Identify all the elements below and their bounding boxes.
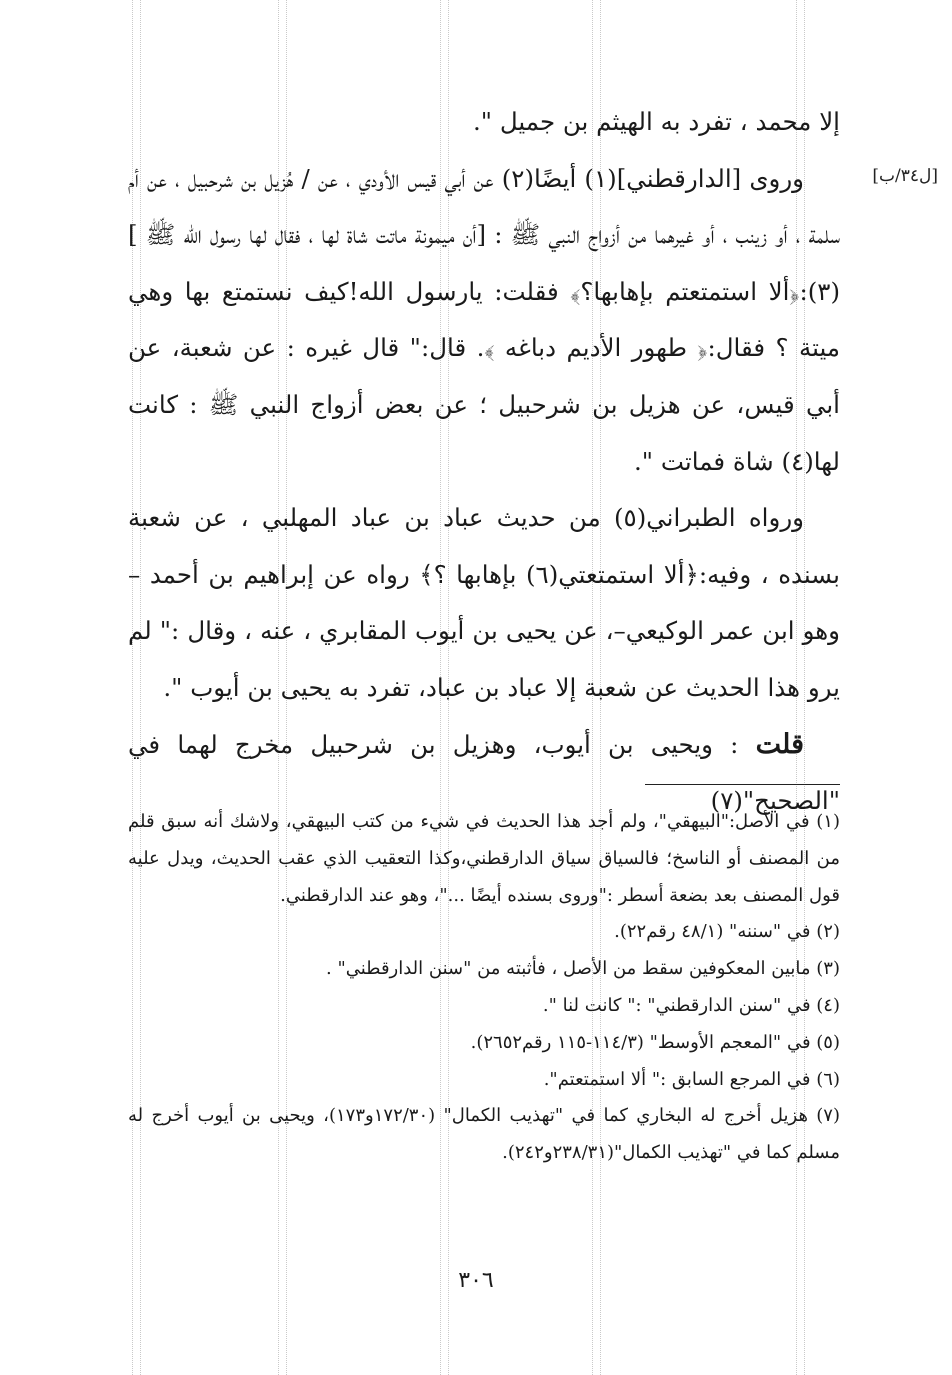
footnote: (٥) في "المعجم الأوسط" (١١٤/٣-١١٥ رقم٢٦٥٢). [470,1031,840,1053]
footnote: (٤) في "سنن الدارقطني" :" كانت لنا ". [542,994,840,1016]
paragraph: إلا محمد ، تفرد به الهيثم بن جميل ". [473,107,840,136]
paragraph: وروى [الدارقطني](١) أيضًا(٢) عن أبي قيس الأودي ، عن / هُزيل بن شرحبيل ، عن أم سلمة ، أو زينب ، أو غيرهما من أزواج النبي ﷺ : [أن ميمونة ماتت شاة لها ، فقال لها رسول الله ﷺ ](٣):﴿ألا استمتعتم بإهابها؟﴾ فقلت: يارسول الله!كيف نستمتع بها وهي ميتة ؟ فقال:﴿ طهور الأديم دباغه ﴾. قال:" قال غيره : عن شعبة، عن أبي قيس، عن هزيل بن شرحبيل ؛ عن بعض أزواج النبي ﷺ : كانت لها(٤) شاة فماتت ". [128,163,840,476]
footnote-separator [645,784,840,785]
footnote: (٦) في المرجع السابق :" ألا استمتعتم". [543,1068,840,1090]
main-text [128,94,840,830]
footnote: (٢) في "سننه" (٤٨/١ رقم٢٢). [614,921,840,943]
footnote: (٧) هزيل أخرج له البخاري كما في "تهذيب الكمال" (١٧٢/٣٠و١٧٣)، ويحيى بن أيوب أخرج له مسلم كما في "تهذيب الكمال"(٢٣٨/٣١و٢٤٢). [128,1105,840,1164]
page-number: ٣٠٦ [458,1268,494,1293]
footnote: (١) في الأصل:"البيهقي"، ولم أجد هذا الحديث في شيء من كتب البيهقي، ولاشك أنه سبق قلم من المصنف أو الناسخ؛ فالسياق سياق الدارقطني،وكذا التعقيب الذي عقب الحديث، ويدل عليه قول المصنف بعد بضعة أسطر :"وروى بسنده أيضًا ..."، وهو عند الدارقطني. [128,811,840,906]
qult-text: : ويحيى بن أيوب، وهزيل بن شرحبيل مخرج لهما في "الصحيح"(٧) [128,729,840,816]
footnote: (٣) مابين المعكوفين سقط من الأصل ، فأثبته من "سنن الدارقطني" . [326,958,840,980]
qult-label: قلت [755,728,804,760]
paragraph: ورواه الطبراني(٥) من حديث عباد بن عباد المهلبي ، عن شعبة بسنده ، وفيه:﴿ألا استمتعتي(٦) بإهابها ؟﴾ رواه عن إبراهيم بن أحمد –وهو ابن عمر الوكيعي–، عن يحيى بن أيوب المقابري ، عنه ، وقال :" لم يرو هذا الحديث عن شعبة إلا عباد بن عباد، تفرد به يحيى بن أيوب ". [128,503,840,702]
footnotes [128,804,840,1172]
manuscript-folio-note: [ل٣٤/ب] [872,166,938,186]
